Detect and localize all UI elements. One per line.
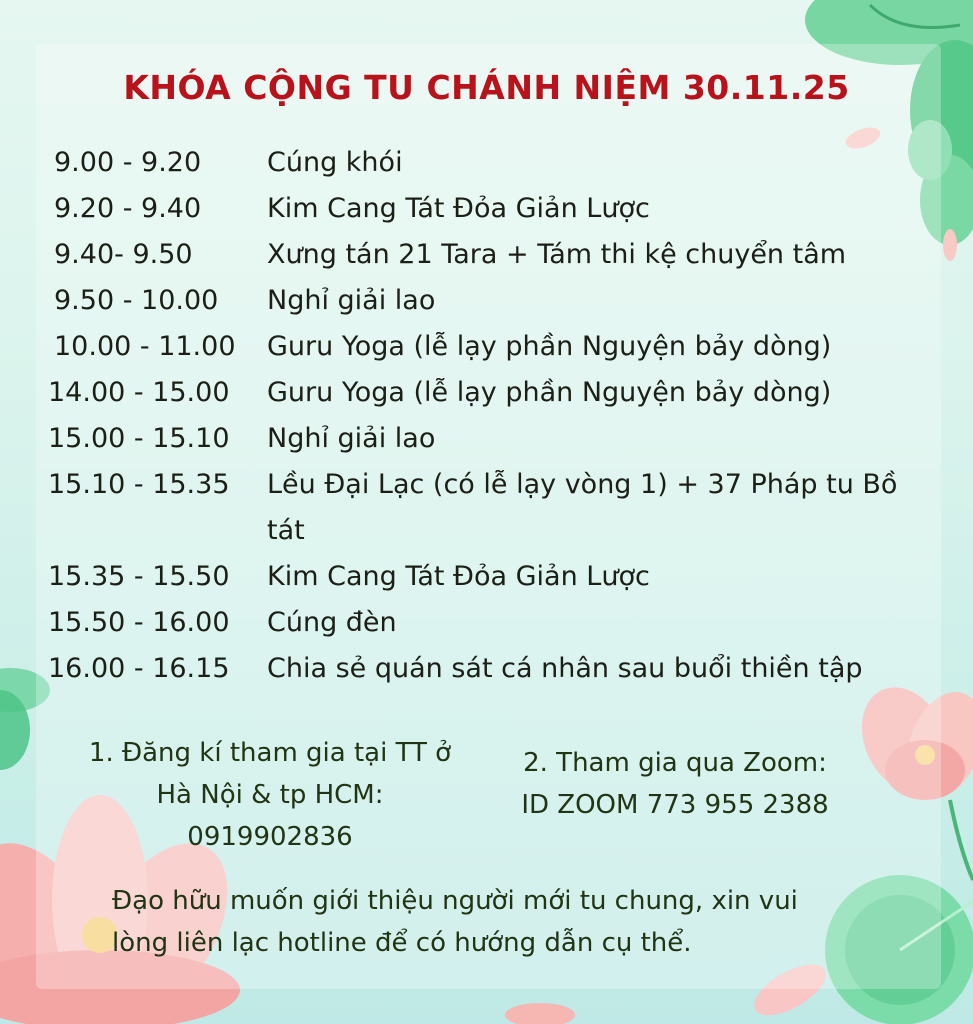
schedule-activity: Guru Yoga (lễ lạy phần Nguyện bảy dòng) [267,377,832,408]
schedule-time: 14.00 - 15.00 [48,377,230,408]
schedule-time: 15.00 - 15.10 [48,423,230,454]
note-line2: lòng liên lạc hotline để có hướng dẫn cụ thể. [112,928,692,958]
schedule-time: 9.40- 9.50 [54,239,193,270]
schedule-row [48,554,948,600]
schedule-row [48,278,948,324]
schedule-time: 15.50 - 16.00 [48,607,230,638]
note-line1: Đạo hữu muốn giới thiệu người mới tu chung, xin vui [112,886,798,916]
hotline-note [112,880,892,964]
register-line2: Hà Nội & tp HCM: [156,780,384,810]
register-info [60,732,480,858]
schedule-row [48,140,948,186]
zoom-line1: 2. Tham gia qua Zoom: [523,748,827,778]
page-title: KHÓA CỘNG TU CHÁNH NIỆM 30.11.25 [123,68,850,107]
schedule-activity: Kim Cang Tát Đỏa Giản Lược [267,561,650,592]
zoom-info [480,742,870,826]
schedule-time: 15.35 - 15.50 [48,561,230,592]
schedule-activity: Cúng đèn [267,607,397,638]
schedule-row [48,370,948,416]
register-phone: 0919902836 [187,822,353,852]
schedule-row [48,186,948,232]
schedule-row [48,646,948,692]
schedule-time: 9.00 - 9.20 [54,147,202,178]
schedule-row [48,416,948,462]
schedule-list [48,140,948,692]
schedule-time: 16.00 - 16.15 [48,653,230,684]
schedule-activity: Nghỉ giải lao [267,285,436,316]
schedule-time: 15.10 - 15.35 [48,469,230,500]
schedule-row [48,232,948,278]
schedule-row [48,324,948,370]
register-line1: 1. Đăng kí tham gia tại TT ở [88,738,452,768]
zoom-id: ID ZOOM 773 955 2388 [521,790,829,820]
schedule-time: 9.20 - 9.40 [54,193,202,224]
schedule-activity: Chia sẻ quán sát cá nhân sau buổi thiền tập [267,653,863,684]
schedule-activity: Xưng tán 21 Tara + Tám thi kệ chuyển tâm [267,239,847,270]
schedule-row [48,462,948,554]
schedule-activity: Cúng khói [267,147,403,178]
schedule-time: 10.00 - 11.00 [54,331,236,362]
schedule-activity: Nghỉ giải lao [267,423,436,454]
schedule-activity: Kim Cang Tát Đỏa Giản Lược [267,193,650,224]
schedule-activity: Guru Yoga (lễ lạy phần Nguyện bảy dòng) [267,331,832,362]
petal-icon [505,1003,575,1024]
schedule-activity: Lều Đại Lạc (có lễ lạy vòng 1) + 37 Pháp tu Bồ tát [267,469,898,546]
schedule-row [48,600,948,646]
schedule-time: 9.50 - 10.00 [54,285,219,316]
